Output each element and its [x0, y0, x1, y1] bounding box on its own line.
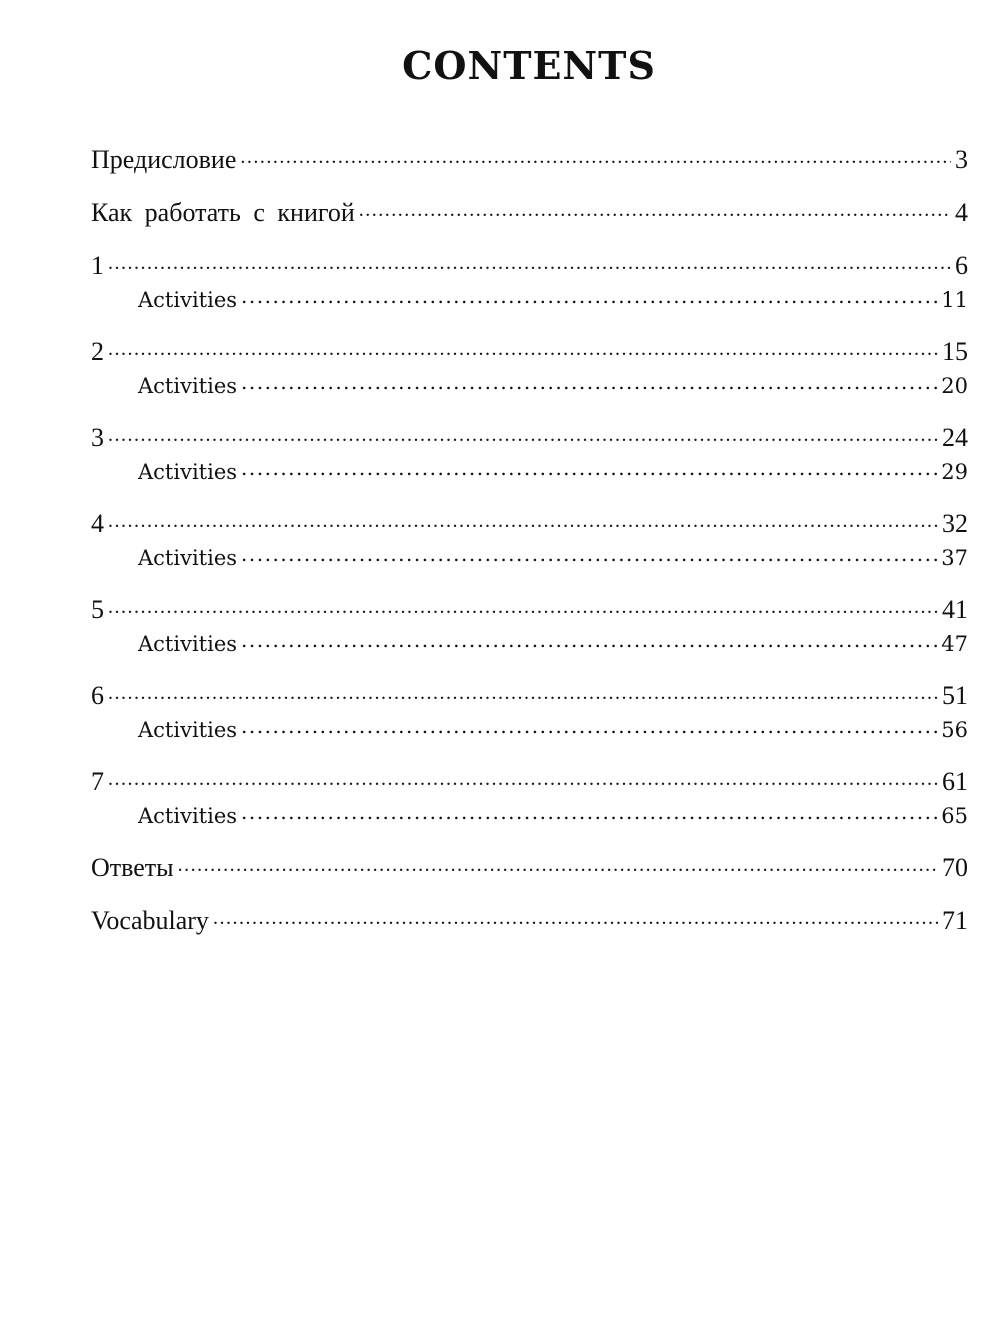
table-of-contents — [91, 138, 968, 935]
toc-entry-activities-3[interactable] — [91, 449, 968, 484]
toc-entry-how-to-use[interactable] — [91, 191, 968, 227]
toc-entry-chapter-2[interactable] — [91, 330, 968, 366]
toc-entry-label: 2 — [91, 337, 104, 366]
dot-leader — [359, 191, 951, 221]
dot-leader — [108, 416, 938, 446]
toc-entry-label: Activities — [138, 374, 238, 398]
toc-entry-activities-2[interactable] — [91, 363, 968, 398]
toc-entry-page: 20 — [941, 374, 968, 398]
toc-entry-page: 37 — [941, 546, 968, 570]
toc-entry-vocabulary[interactable] — [91, 899, 968, 935]
dot-leader — [108, 330, 938, 360]
toc-entry-label: 5 — [91, 595, 104, 624]
toc-entry-label: Как работать с книгой — [91, 198, 355, 227]
toc-entry-page: 65 — [941, 804, 968, 828]
dot-leader — [178, 846, 938, 876]
toc-entry-label: 7 — [91, 767, 104, 796]
toc-entry-activities-5[interactable] — [91, 621, 968, 656]
toc-entry-label: Activities — [138, 632, 238, 656]
toc-entry-label: 1 — [91, 251, 104, 280]
toc-entry-page: 56 — [941, 718, 968, 742]
toc-entry-chapter-3[interactable] — [91, 416, 968, 452]
toc-entry-chapter-6[interactable] — [91, 674, 968, 710]
toc-entry-label: Vocabulary — [91, 906, 209, 935]
toc-entry-page: 47 — [941, 632, 968, 656]
toc-entry-label: 6 — [91, 681, 104, 710]
toc-entry-answers[interactable] — [91, 846, 968, 882]
toc-entry-label: Предисловие — [91, 145, 237, 174]
dot-leader — [241, 363, 937, 393]
toc-entry-label: Activities — [138, 546, 238, 570]
dot-leader — [108, 502, 938, 532]
dot-leader — [108, 588, 938, 618]
toc-entry-chapter-4[interactable] — [91, 502, 968, 538]
toc-entry-label: 3 — [91, 423, 104, 452]
toc-entry-page: 32 — [942, 509, 968, 538]
toc-entry-page: 11 — [941, 288, 968, 312]
toc-entry-page: 15 — [942, 337, 968, 366]
toc-entry-label: 4 — [91, 509, 104, 538]
toc-entry-label: Activities — [138, 288, 238, 312]
dot-leader — [241, 621, 937, 651]
toc-entry-page: 41 — [942, 595, 968, 624]
toc-entry-label: Activities — [138, 804, 238, 828]
dot-leader — [241, 793, 937, 823]
toc-entry-page: 4 — [955, 198, 968, 227]
page-title: CONTENTS — [402, 43, 656, 88]
toc-entry-chapter-5[interactable] — [91, 588, 968, 624]
dot-leader — [213, 899, 938, 929]
toc-entry-page: 3 — [955, 145, 968, 174]
toc-entry-page: 61 — [942, 767, 968, 796]
dot-leader — [108, 244, 951, 274]
dot-leader — [241, 277, 937, 307]
toc-entry-page: 71 — [942, 906, 968, 935]
toc-entry-activities-4[interactable] — [91, 535, 968, 570]
toc-entry-page: 6 — [955, 251, 968, 280]
toc-entry-page: 70 — [942, 853, 968, 882]
dot-leader — [240, 138, 951, 168]
toc-entry-label: Activities — [138, 460, 238, 484]
dot-leader — [108, 760, 938, 790]
dot-leader — [108, 674, 938, 704]
dot-leader — [241, 449, 937, 479]
toc-entry-activities-7[interactable] — [91, 793, 968, 828]
toc-entry-chapter-7[interactable] — [91, 760, 968, 796]
toc-entry-page: 29 — [941, 460, 968, 484]
toc-entry-activities-6[interactable] — [91, 707, 968, 742]
toc-entry-label: Activities — [138, 718, 238, 742]
dot-leader — [241, 535, 937, 565]
toc-entry-page: 51 — [942, 681, 968, 710]
toc-entry-page: 24 — [942, 423, 968, 452]
toc-entry-activities-1[interactable] — [91, 277, 968, 312]
dot-leader — [241, 707, 937, 737]
toc-entry-chapter-1[interactable] — [91, 244, 968, 280]
toc-entry-foreword[interactable] — [91, 138, 968, 174]
toc-entry-label: Ответы — [91, 853, 174, 882]
